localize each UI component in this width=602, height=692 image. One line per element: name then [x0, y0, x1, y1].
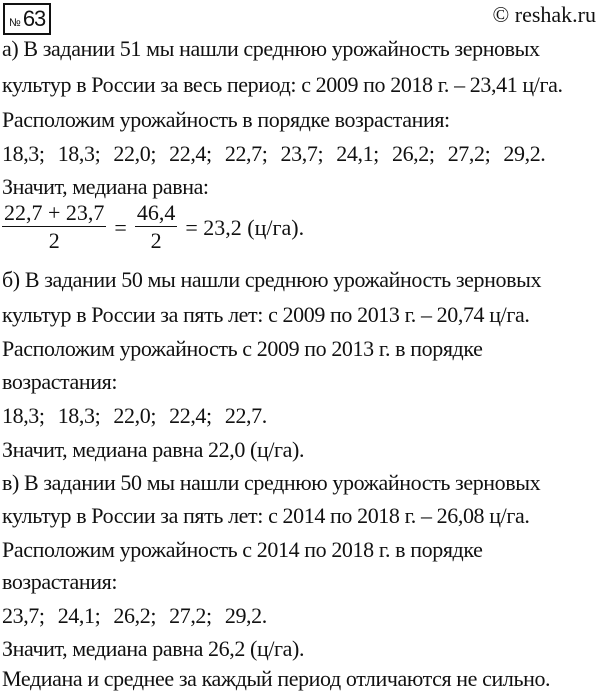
text-line: возрастания: — [2, 569, 118, 594]
text-line: а) В задании 51 мы нашли среднюю урожайность зерновых — [2, 36, 540, 61]
numerator: 46,4 — [136, 200, 176, 225]
conclusion: Медиана и среднее за каждый период отличаются не сильно. — [2, 666, 551, 691]
sorted-values: 23,7; 24,1; 26,2; 27,2; 29,2. — [2, 603, 267, 628]
text-line: Расположим урожайность с 2009 по 2013 г. в порядке — [2, 336, 483, 361]
text-line: культур в России за пять лет: с 2009 по 2013 г. – 20,74 ц/га. — [2, 302, 530, 327]
text-line: культур в России за пять лет: с 2014 по 2018 г. – 26,08 ц/га. — [2, 503, 530, 528]
text-line: Значит, медиана равна 26,2 (ц/га). — [2, 636, 305, 661]
numerator: 22,7 + 23,7 — [4, 200, 105, 225]
text-line: Расположим урожайность в порядке возрастания: — [2, 107, 450, 132]
sorted-values: 18,3; 18,3; 22,0; 22,4; 22,7. — [2, 403, 267, 428]
brand-watermark: © reshak.ru — [492, 2, 596, 27]
denominator: 2 — [150, 228, 162, 253]
task-number-badge — [3, 3, 51, 35]
text-line: б) В задании 50 мы нашли среднюю урожайность зерновых — [2, 267, 542, 292]
task-number: 63 — [22, 6, 46, 31]
equals-sign: = — [114, 214, 127, 240]
denominator: 2 — [48, 228, 60, 253]
sorted-values: 18,3; 18,3; 22,0; 22,4; 22,7; 23,7; 24,1; 26,2; 27,2; 29,2. — [2, 141, 546, 166]
text-line: Расположим урожайность с 2014 по 2018 г. в порядке — [2, 537, 483, 562]
median-formula — [2, 200, 304, 255]
text-line: Значит, медиана равна 22,0 (ц/га). — [2, 437, 305, 462]
number-sign: № — [9, 17, 20, 29]
text-line: культур в России за весь период: с 2009 по 2018 г. – 23,41 ц/га. — [2, 72, 563, 97]
formula-result: = 23,2 (ц/га). — [185, 214, 305, 240]
text-line: в) В задании 50 мы нашли среднюю урожайность зерновых — [2, 470, 541, 495]
text-line: возрастания: — [2, 369, 118, 394]
fraction — [2, 200, 106, 255]
fraction — [135, 200, 178, 255]
text-line: Значит, медиана равна: — [2, 174, 209, 199]
